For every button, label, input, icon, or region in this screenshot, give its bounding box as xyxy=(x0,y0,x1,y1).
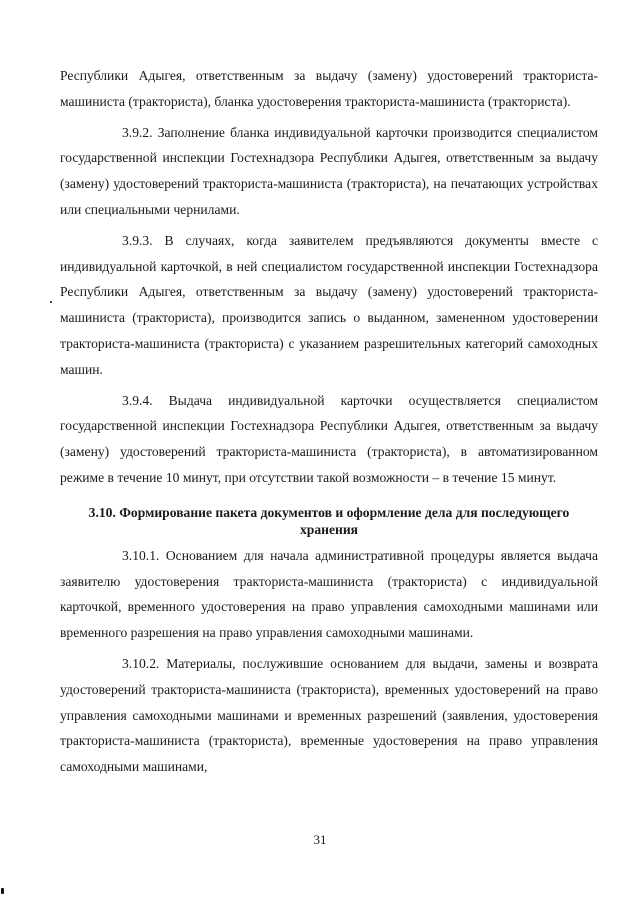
scan-speck xyxy=(50,301,52,303)
paragraph-3-10-2: 3.10.2. Материалы, послужившие основанием для выдачи, замены и возврата удостоверений тракториста-машиниста (тракториста), временных удостоверений на право управления самоходными машинами и временных разрешений (заявления, удостоверения тракториста-машиниста (тракториста), временные удостоверения на право управления самоходными машинами, xyxy=(60,655,598,775)
section-heading-3-10: 3.10. Формирование пакета документов и оформление дела для последующего хранения xyxy=(88,504,570,537)
paragraph-3-9-2: 3.9.2. Заполнение бланка индивидуальной карточки производится специалистом государственной инспекции Гостехнадзора Республики Адыгея, ответственным за выдачу (замену) удостоверений тракториста-машиниста (тракториста), на печатающих устройствах или специальными чернилами. xyxy=(60,124,598,217)
paragraph-3-10-1: 3.10.1. Основанием для начала административной процедуры является выдача заявителю удостоверения тракториста-машиниста (тракториста) с индивидуальной карточкой, временного удостоверения на право управления самоходными машинами или временного разрешения на право управления самоходными машинами. xyxy=(60,547,598,641)
paragraph-3-9-4: 3.9.4. Выдача индивидуальной карточки осуществляется специалистом государственной инспекции Гостехнадзора Республики Адыгея, ответственным за выдачу (замену) удостоверений тракториста-машиниста (тракториста), в автоматизированном режиме в течение 10 минут, при отсутствии такой возможности – в течение 15 минут. xyxy=(60,392,598,485)
paragraph-3-9-3: 3.9.3. В случаях, когда заявителем предъявляются документы вместе с индивидуальной карточкой, в ней специалистом государственной инспекции Гостехнадзора Республики Адыгея, ответственным за выдачу (замену) удостоверений тракториста-машиниста (тракториста), производится запись о выданном, замененном удостоверении тракториста-машиниста (тракториста) с указанием разрешительных категорий самоходных машин. xyxy=(60,232,598,377)
page-number: 31 xyxy=(313,832,327,847)
paragraph-continued: Республики Адыгея, ответственным за выдачу (замену) удостоверений тракториста-машиниста (тракториста), бланка удостоверения тракториста-машиниста (тракториста). xyxy=(60,68,598,109)
scan-speck xyxy=(1,888,4,894)
document-body xyxy=(60,63,598,780)
